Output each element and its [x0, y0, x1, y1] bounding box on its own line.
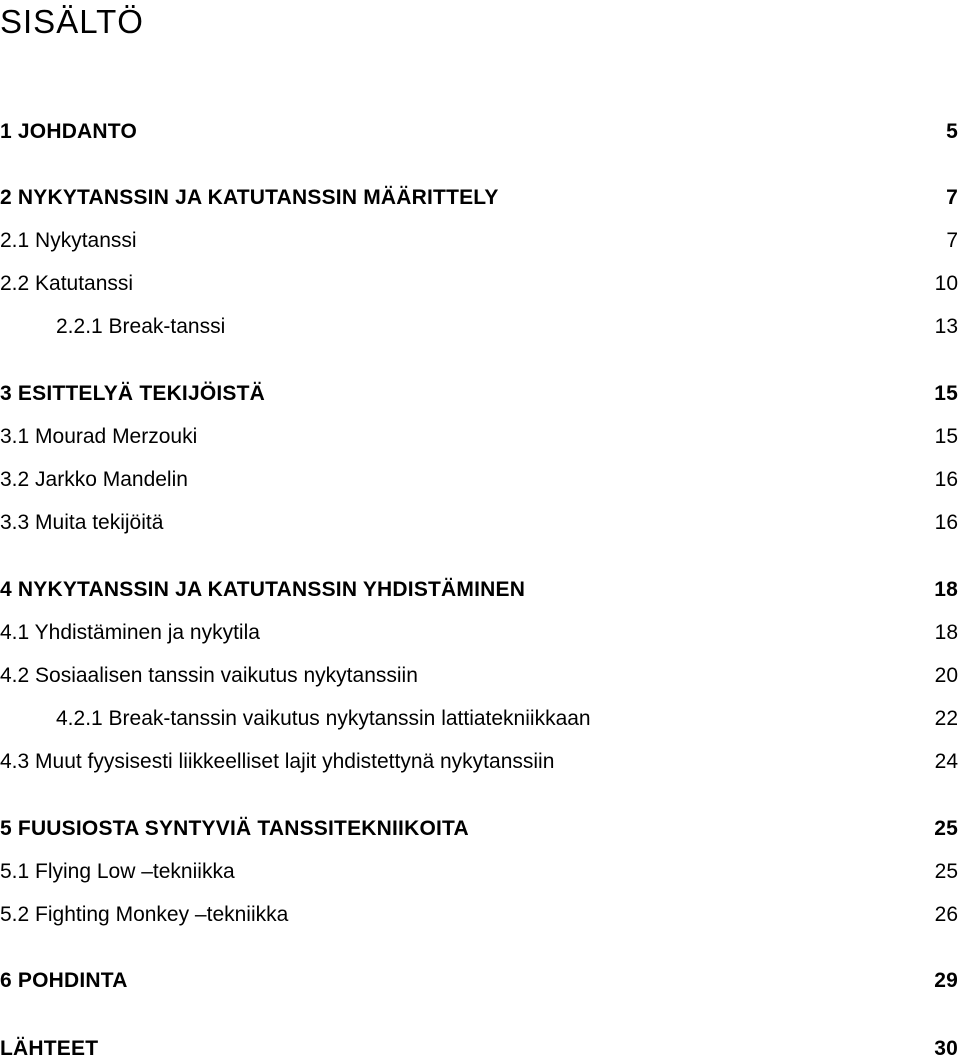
- toc-entry-label: LÄHTEET: [0, 1037, 99, 1060]
- toc-entry-page: 18: [934, 621, 958, 644]
- page-title: SISÄLTÖ: [0, 3, 144, 40]
- toc-entry-section-5-2[interactable]: [0, 901, 958, 929]
- toc-entry-section-3-3[interactable]: [0, 509, 958, 537]
- toc-entry-page: 29: [934, 969, 958, 992]
- toc-entry-page: 18: [934, 578, 958, 601]
- toc-entry-chapter-5[interactable]: [0, 815, 958, 843]
- toc-entry-page: 24: [934, 750, 958, 773]
- toc-entry-page: 25: [934, 817, 958, 840]
- toc-entry-label: 4.2 Sosiaalisen tanssin vaikutus nykytanssiin: [0, 664, 418, 687]
- toc-entry-subsection-2-2-1[interactable]: [0, 313, 958, 341]
- toc-entry-chapter-1[interactable]: [0, 118, 958, 146]
- toc-entry-page: 25: [934, 860, 958, 883]
- toc-entry-page: 26: [934, 903, 958, 926]
- toc-entry-label: 2 NYKYTANSSIN JA KATUTANSSIN MÄÄRITTELY: [0, 186, 499, 209]
- toc-entry-page: 20: [934, 664, 958, 687]
- toc-entry-label: 2.1 Nykytanssi: [0, 229, 137, 252]
- toc-entry-label: 2.2.1 Break-tanssi: [56, 315, 226, 338]
- toc-entry-section-4-1[interactable]: [0, 619, 958, 647]
- toc-entry-chapter-3[interactable]: [0, 380, 958, 408]
- toc-entry-label: 3.3 Muita tekijöitä: [0, 511, 164, 534]
- toc-entry-subsection-4-2-1[interactable]: [0, 705, 958, 733]
- toc-entry-label: 1 JOHDANTO: [0, 120, 137, 143]
- toc-entry-label: 6 POHDINTA: [0, 969, 128, 992]
- toc-entry-page: 16: [934, 511, 958, 534]
- toc-entry-page: 15: [934, 425, 958, 448]
- toc-entry-page: 7: [946, 229, 958, 252]
- toc-entry-section-3-1[interactable]: [0, 423, 958, 451]
- toc-entry-section-3-2[interactable]: [0, 466, 958, 494]
- toc-entry-page: 7: [946, 186, 958, 209]
- toc-entry-chapter-4[interactable]: [0, 576, 958, 604]
- toc-entry-label: 3.2 Jarkko Mandelin: [0, 468, 188, 491]
- toc-entry-page: 15: [934, 382, 958, 405]
- toc-entry-label: 4.1 Yhdistäminen ja nykytila: [0, 621, 260, 644]
- toc-entry-chapter-2[interactable]: [0, 184, 958, 212]
- toc-entry-section-4-2[interactable]: [0, 662, 958, 690]
- toc-entry-page: 22: [934, 707, 958, 730]
- toc-entry-label: 2.2 Katutanssi: [0, 272, 134, 295]
- toc-entry-page: 10: [934, 272, 958, 295]
- toc-entry-section-4-3[interactable]: [0, 748, 958, 776]
- toc-entry-label: 3.1 Mourad Merzouki: [0, 425, 198, 448]
- toc-entry-page: 16: [934, 468, 958, 491]
- toc-entry-section-2-2[interactable]: [0, 270, 958, 298]
- toc-entry-section-2-1[interactable]: [0, 227, 958, 255]
- toc-entry-page: 13: [934, 315, 958, 338]
- toc-entry-label: 5.1 Flying Low –tekniikka: [0, 860, 235, 883]
- toc-entry-page: 30: [934, 1037, 958, 1060]
- toc-entry-label: 4 NYKYTANSSIN JA KATUTANSSIN YHDISTÄMINEN: [0, 578, 526, 601]
- toc-entry-label: 5 FUUSIOSTA SYNTYVIÄ TANSSITEKNIIKOITA: [0, 817, 469, 840]
- toc-entry-chapter-6[interactable]: [0, 967, 958, 995]
- toc-entry-label: 4.2.1 Break-tanssin vaikutus nykytanssin lattiatekniikkaan: [56, 707, 591, 730]
- toc-entry-page: 5: [946, 120, 958, 143]
- toc-entry-label: 5.2 Fighting Monkey –tekniikka: [0, 903, 289, 926]
- toc-entry-section-5-1[interactable]: [0, 858, 958, 886]
- toc-entry-label: 4.3 Muut fyysisesti liikkeelliset lajit yhdistettynä nykytanssiin: [0, 750, 555, 773]
- toc-entry-label: 3 ESITTELYÄ TEKIJÖISTÄ: [0, 382, 266, 405]
